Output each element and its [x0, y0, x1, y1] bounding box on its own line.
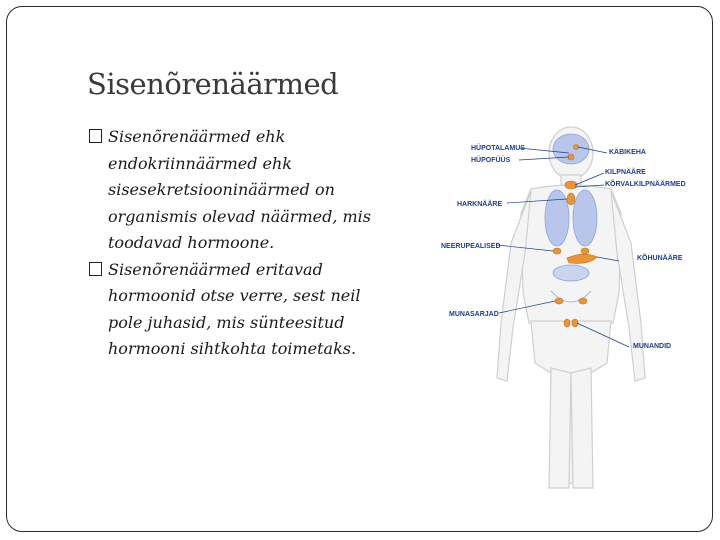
label-hupotalamus: HÜPOTALAMUS	[471, 145, 525, 152]
slide	[6, 6, 713, 532]
label-korvalkilpnaarmed: KÕRVALKILPNÄÄRMED	[605, 181, 686, 188]
label-kabikeha: KÄBIKEHA	[609, 149, 646, 156]
bullet-list	[87, 124, 377, 363]
label-harknaare: HARKNÄÄRE	[457, 201, 503, 208]
bullet-box-icon	[89, 129, 102, 143]
label-munandid: MUNANDID	[633, 343, 672, 350]
label-kohunaare: KÕHUNÄÄRE	[637, 255, 683, 262]
label-hupofuus: HÜPOFÜÜS	[471, 157, 511, 164]
slide-title: Sisenõrenäärmed	[87, 67, 339, 101]
bullet-box-icon	[89, 262, 102, 276]
bullet-item	[87, 257, 377, 363]
label-munasarjad: MUNASARJAD	[449, 311, 499, 318]
bullet-item	[87, 124, 377, 257]
endocrine-diagram	[439, 123, 701, 499]
bullet-text: Sisenõrenäärmed ehk endokriinnäärmed ehk sisesekretsiooninäärmed on organismis olevad näärmed, mis toodavad hormoone.	[108, 127, 371, 252]
bullet-text: Sisenõrenäärmed eritavad hormoonid otse verre, sest neil pole juhasid, mis sünteesitud hormooni sihtkohta toimetaks.	[108, 259, 361, 358]
label-kilpnaare: KILPNÄÄRE	[605, 169, 646, 176]
label-neerupealised: NEERUPEALISED	[441, 243, 501, 250]
